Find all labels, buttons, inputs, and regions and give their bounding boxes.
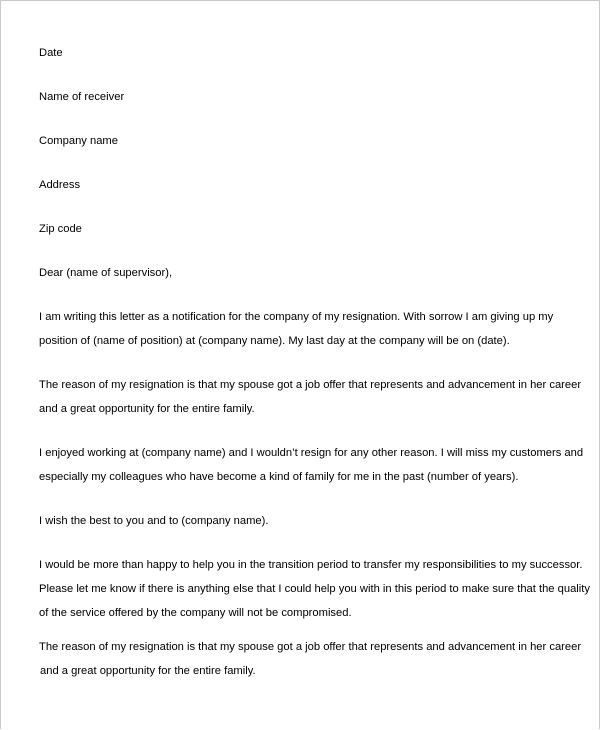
paragraph-line: Please let me know if there is anything else that I could help you with in this period to make sure that the quality <box>39 583 590 595</box>
company-line: Company name <box>39 135 118 147</box>
paragraph-line: The reason of my resignation is that my spouse got a job offer that represents and advancement in her career <box>39 379 582 391</box>
salutation: Dear (name of supervisor), <box>39 267 173 279</box>
paragraph-line: The reason of my resignation is that my spouse got a job offer that represents and advancement in her career <box>39 641 582 653</box>
receiver-line: Name of receiver <box>39 91 125 103</box>
date-line: Date <box>39 47 63 59</box>
paragraph-line: I am writing this letter as a notification for the company of my resignation. With sorrow I am giving up my <box>39 311 554 323</box>
paragraph-line: especially my colleagues who have become a kind of family for me in the past (number of years). <box>39 471 519 483</box>
paragraph-line: I would be more than happy to help you in the transition period to transfer my responsibilities to my successor. <box>39 559 583 571</box>
paragraph-line: I wish the best to you and to (company name). <box>39 515 269 527</box>
paragraph-line: and a great opportunity for the entire family. <box>40 665 256 677</box>
paragraph-line: and a great opportunity for the entire family. <box>39 403 255 415</box>
zip-line: Zip code <box>39 223 82 235</box>
paragraph-line: position of (name of position) at (company name). My last day at the company will be on (date). <box>39 335 510 347</box>
paragraph-line: I enjoyed working at (company name) and I wouldn’t resign for any other reason. I will miss my customers and <box>39 447 584 459</box>
address-line: Address <box>39 179 81 191</box>
paragraph-line: of the service offered by the company will not be compromised. <box>39 607 352 619</box>
